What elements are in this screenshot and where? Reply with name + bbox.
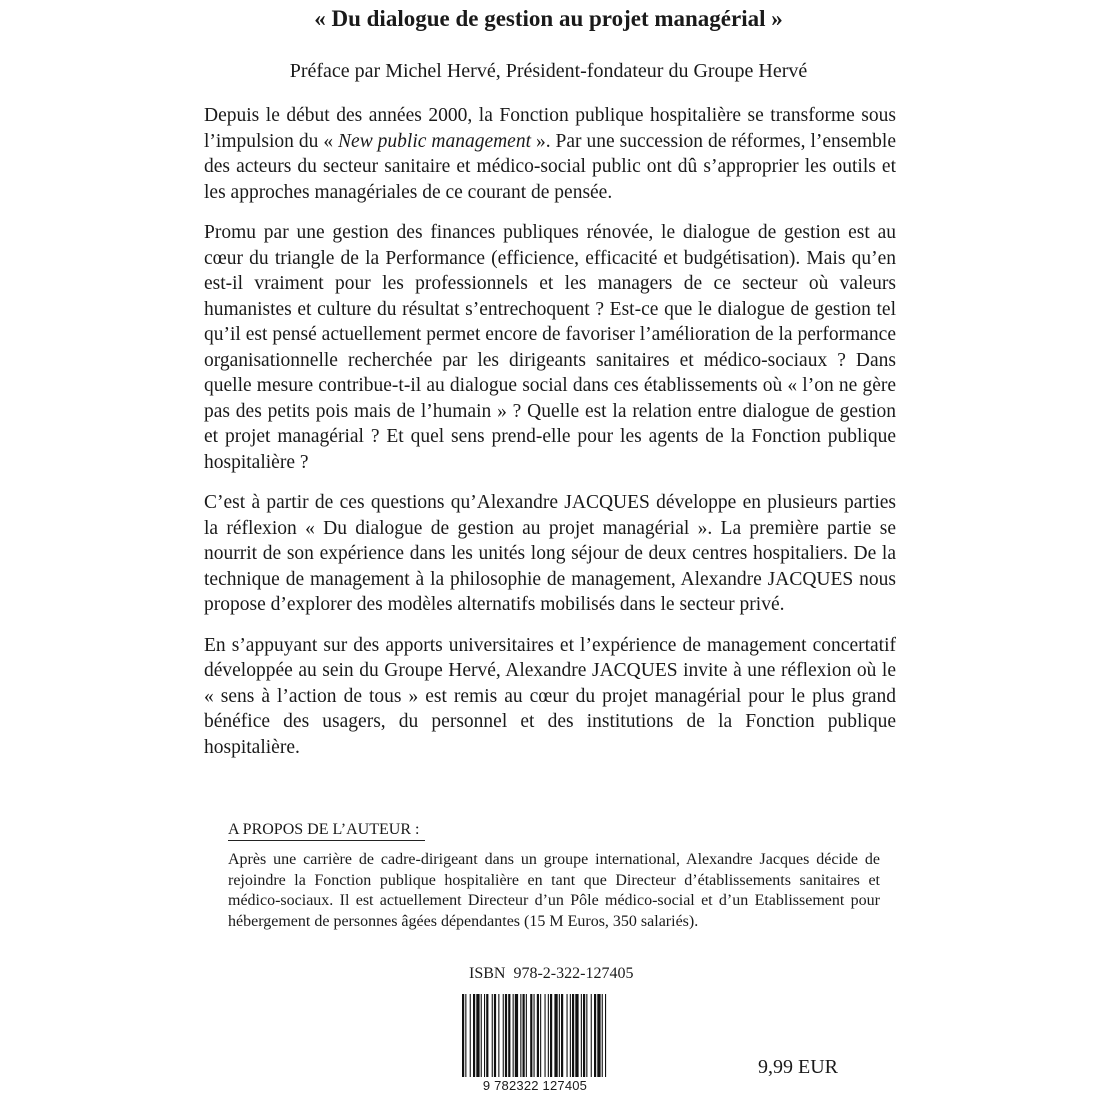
barcode-bar xyxy=(505,994,507,1090)
barcode-bar xyxy=(548,994,549,1090)
summary-p1-start: Depuis le début des années 2000, la Fonction publique hospitalière se transforme sous l’impulsion du « xyxy=(204,105,896,152)
barcode-bar xyxy=(570,994,571,1090)
summary-p1-end: ». Par une succession de réformes, l’ensemble des acteurs du secteur sanitaire et médico-social public ont dû s’approprier les outils et les approches managériales de ce courant de pensée. xyxy=(204,130,896,203)
isbn-label: ISBN 978-2-322-127405 xyxy=(469,965,634,982)
about-author-heading: A PROPOS DE L’AUTEUR : xyxy=(228,820,425,841)
barcode-bar xyxy=(561,994,563,1090)
barcode-bar xyxy=(473,994,475,1090)
barcode-bar xyxy=(462,994,464,1090)
barcode-bar xyxy=(605,994,606,1090)
barcode-bar xyxy=(575,994,578,1090)
back-cover-summary xyxy=(204,103,896,775)
about-author-text: Après une carrière de cadre-dirigeant dans un groupe international, Alexandre Jacques décide de rejoindre la Fonction publique hospitalière en tant que Directeur d’établissements sanitaires et médico-sociaux. Il est actuellement Directeur d’un Pôle médico-social et d’un Etablissement pour hébergement de personnes âgées dépendantes (15 M Euros, 350 salariés). xyxy=(228,851,880,930)
barcode-bar xyxy=(526,994,527,1090)
summary-p1-italic: New public management xyxy=(338,130,532,152)
isbn-barcode xyxy=(460,994,610,1096)
barcode-bar xyxy=(508,994,510,1090)
barcode-bar xyxy=(520,994,521,1090)
barcode-bar xyxy=(498,994,499,1090)
barcode-bar xyxy=(481,994,482,1090)
barcode-bar xyxy=(492,994,493,1090)
preface-line: Préface par Michel Hervé, Président-fondateur du Groupe Hervé xyxy=(289,60,808,82)
barcode-bar xyxy=(470,994,471,1090)
summary-paragraph-4: En s’appuyant sur des apports universitaires et l’expérience de management concertatif développée au sein du Groupe Hervé, Alexandre JACQUES invite à une réflexion où le « sens à l’action de tous » est remis au cœur du projet managérial pour le plus grand bénéfice des usagers, du personnel et des institutions de la Fonction publique hospitalière. xyxy=(204,634,896,758)
barcode-bar xyxy=(465,994,466,1090)
barcode-bar xyxy=(515,994,518,1090)
barcode-bar xyxy=(494,994,496,1090)
summary-paragraph-1 xyxy=(204,103,896,205)
barcode-bar xyxy=(550,994,552,1090)
barcode-bar xyxy=(602,994,603,1090)
barcode-bar xyxy=(545,994,546,1090)
barcode-bar xyxy=(540,994,541,1090)
barcode-bar xyxy=(597,994,600,1090)
barcode-bar xyxy=(559,994,560,1090)
barcode-bar xyxy=(486,994,488,1090)
barcode-bar xyxy=(503,994,504,1090)
barcode-bar xyxy=(523,994,525,1090)
barcode-bar xyxy=(586,994,587,1090)
summary-paragraph-3: C’est à partir de ces questions qu’Alexandre JACQUES développe en plusieurs parties la réflexion « Du dialogue de gestion au projet managérial ». La première partie se nourrit de son expérience dans les unités long séjour de deux centres hospitaliers. De la technique de management à la philosophie de management, Alexandre JACQUES nous propose d’explorer des modèles alternatifs mobilisés dans le secteur privé. xyxy=(204,492,896,615)
barcode-digits: 9 782322 127405 xyxy=(460,1077,610,1095)
price-label: 9,99 EUR xyxy=(758,1056,838,1078)
barcode-bar xyxy=(581,994,582,1090)
barcode-bar xyxy=(567,994,568,1090)
barcode-bar xyxy=(583,994,585,1090)
barcode-bar xyxy=(591,994,592,1090)
barcode-bar xyxy=(534,994,535,1090)
barcode-bar xyxy=(530,994,532,1090)
barcode-bar xyxy=(476,994,479,1090)
barcode-bar xyxy=(537,994,539,1090)
barcode-bar xyxy=(484,994,485,1090)
barcode-bar xyxy=(513,994,514,1090)
summary-paragraph-2: Promu par une gestion des finances publiques rénovée, le dialogue de gestion est au cœur du triangle de la Performance (efficience, efficacité et budgétisation). Mais qu’en est-il vraiment pour les professionnels et les managers de ce secteur où valeurs humanistes et culture du résultat s’entrechoquent ? Est-ce que le dialogue de gestion tel qu’il est pensé actuellement permet encore de favoriser l’amélioration de la performance organisationnelle recherchée par les dirigeants sanitaires et médico-sociaux ? Dans quelle mesure contribue-t-il au dialogue social dans ces établissements où « l’on ne gère pas des petits pois mais de l’humain » ? Quelle est la relation entre dialogue de gestion et projet managérial ? Et quel sens prend-elle pour les agents de la Fonction publique hospitalière ? xyxy=(204,222,896,473)
book-title: « Du dialogue de gestion au projet managérial » xyxy=(314,6,783,31)
barcode-bar xyxy=(594,994,596,1090)
barcode-bar xyxy=(554,994,557,1090)
barcode-bar xyxy=(572,994,574,1090)
